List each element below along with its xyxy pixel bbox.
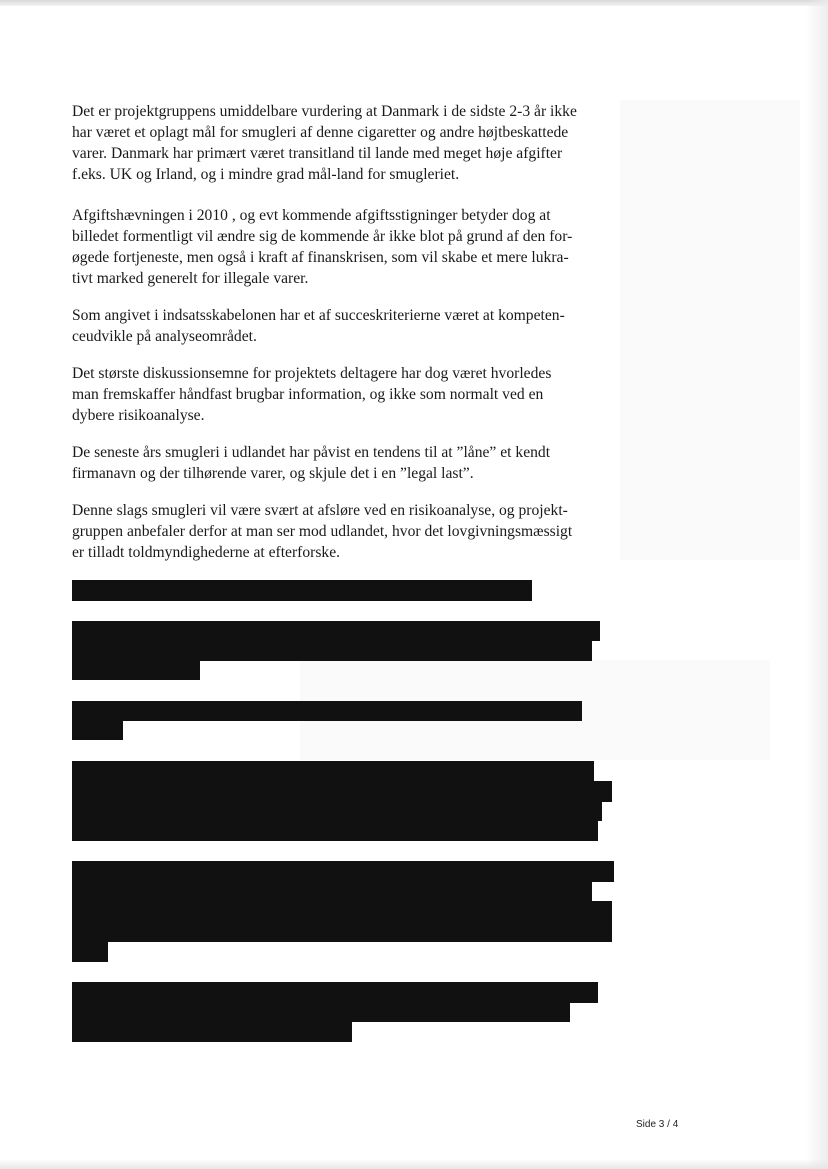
- redaction-bar: [72, 621, 600, 641]
- redaction-bar: [72, 580, 532, 601]
- paragraph-2: [72, 205, 572, 289]
- text-line: tivt marked generelt for illegale varer.: [72, 270, 309, 287]
- paragraph-4: [72, 363, 551, 426]
- text-line: gruppen anbefaler derfor at man ser mod udlandet, hvor det lovgivningsmæssigt: [72, 523, 573, 540]
- redaction-bar: [72, 701, 582, 721]
- redaction-bar: [72, 982, 598, 1003]
- text-line: dybere risikoanalyse.: [72, 407, 205, 424]
- text-line: Denne slags smugleri vil være svært at afsløre ved en risikoanalyse, og projekt-: [72, 502, 568, 519]
- page-number: Side 3 / 4: [636, 1119, 679, 1130]
- text-line: Afgiftshævningen i 2010 , og evt kommende afgiftsstigninger betyder dog at: [72, 207, 551, 224]
- text-line: har været et oplagt mål for smugleri af denne cigaretter og andre højtbeskattede: [72, 124, 569, 141]
- text-line: øgede fortjeneste, men også i kraft af finanskrisen, som vil skabe et mere lukra-: [72, 249, 569, 266]
- paragraph-5: [72, 442, 550, 484]
- scan-top-edge: [0, 0, 828, 6]
- text-line: er tilladt toldmyndighederne at efterforske.: [72, 544, 341, 561]
- redaction-bar: [72, 1021, 352, 1042]
- bleed-through-shadow: [620, 100, 800, 560]
- redaction-bar: [72, 660, 200, 680]
- text-line: Det er projektgruppens umiddelbare vurdering at Danmark i de sidste 2-3 år ikke: [72, 103, 577, 120]
- redaction-bar: [72, 801, 602, 821]
- redaction-bar: [72, 1002, 570, 1022]
- text-line: f.eks. UK og Irland, og i mindre grad mål-land for smugleriet.: [72, 166, 460, 183]
- redaction-bar: [72, 761, 594, 782]
- text-line: firmanavn og der tilhørende varer, og skjule det i en ”legal last”.: [72, 465, 474, 482]
- paragraph-1: [72, 101, 577, 185]
- redaction-bar: [72, 861, 614, 882]
- redaction-bar: [72, 941, 108, 962]
- text-line: Som angivet i indsatsskabelonen har et af succeskriterierne været at kompeten-: [72, 307, 565, 324]
- redaction-bar: [72, 640, 592, 661]
- paragraph-6: [72, 500, 572, 563]
- paragraph-3: [72, 305, 565, 347]
- scan-right-edge: [806, 0, 828, 1169]
- redaction-bar: [72, 720, 123, 740]
- text-line: man fremskaffer håndfast brugbar information, og ikke som normalt ved en: [72, 386, 544, 403]
- text-line: De seneste års smugleri i udlandet har påvist en tendens til at ”låne” et kendt: [72, 444, 551, 461]
- text-line: varer. Danmark har primært været transitland til lande med meget høje afgifter: [72, 145, 563, 162]
- redaction-bar: [72, 881, 592, 902]
- redaction-bar: [72, 820, 598, 841]
- redaction-bar: [72, 901, 612, 922]
- redaction-bar: [72, 921, 612, 942]
- scan-bottom-edge: [0, 1159, 828, 1169]
- text-line: Det største diskussionsemne for projektets deltagere har dog været hvorledes: [72, 365, 552, 382]
- redaction-bar: [72, 781, 612, 802]
- text-line: billedet formentligt vil ændre sig de kommende år ikke blot på grund af den for-: [72, 228, 573, 245]
- text-line: ceudvikle på analyseområdet.: [72, 328, 257, 345]
